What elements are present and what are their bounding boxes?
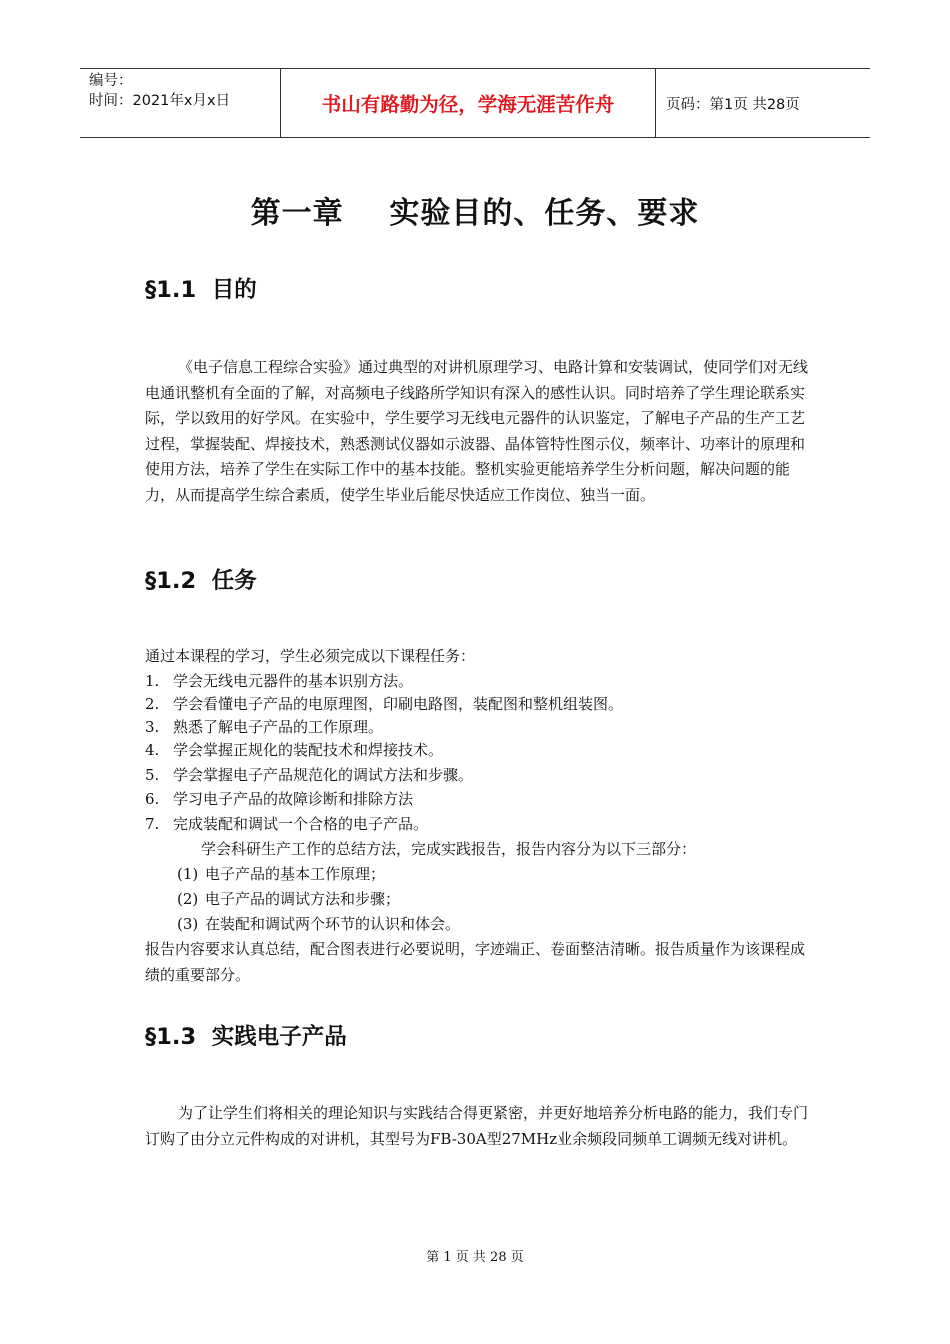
- section-heading-1-3: §1.3 实践电子产品: [145, 1024, 347, 1050]
- list-item: [177, 887, 400, 912]
- list-item: [145, 787, 413, 812]
- report-intro: 学会科研生产工作的总结方法，完成实践报告，报告内容分为以下三部分：: [201, 840, 697, 858]
- list-item-text: 学会无线电元器件的基本识别方法。: [173, 672, 414, 690]
- header-page-info: 页码：第1页 共28页: [666, 96, 800, 113]
- page-header: [80, 68, 870, 138]
- list-item: [145, 812, 428, 837]
- list-item-number: 4.: [145, 741, 160, 759]
- list-item-text: 完成装配和调试一个合格的电子产品。: [173, 815, 429, 833]
- header-time-label: 时间：2021年x月x日: [89, 93, 231, 109]
- task-intro: 通过本课程的学习，学生必须完成以下课程任务：: [145, 647, 476, 665]
- list-item-text: 学会看懂电子产品的电原理图，印刷电路图，装配图和整机组装图。: [173, 695, 624, 713]
- list-item-text: 在装配和调试两个环节的认识和体会。: [205, 915, 461, 933]
- list-item-text: 熟悉了解电子产品的工作原理。: [173, 718, 384, 736]
- chapter-title: 第一章 实验目的、任务、要求: [250, 196, 700, 231]
- section-1-1-paragraph: 《电子信息工程综合实验》通过典型的对讲机原理学习、电路计算和安装调试，使同学们对无线电通讯整机有全面的了解，对高频电子线路所学知识有深入的感性认识。同时培养了学生理论联系实际，学以致用的好学风。在实验中，学生要学习无线电元器件的认识鉴定，了解电子产品的生产工艺过程，掌握装配、焊接技术，熟悉测试仪器如示波器、晶体管特性图示仪，频率计、功率计的原理和使用方法，培养了学生在实际工作中的基本技能。整机实验更能培养学生分析问题，解决问题的能力，从而提高学生综合素质，使学生毕业后能尽快适应工作岗位、独当一面。: [145, 358, 809, 504]
- header-meta: [80, 69, 280, 137]
- list-item-number: 1.: [145, 672, 160, 690]
- page-footer: 第 1 页 共 28 页: [426, 1250, 524, 1265]
- list-item-text: 学会掌握电子产品规范化的调试方法和步骤。: [173, 766, 474, 784]
- list-item: [145, 692, 623, 717]
- header-number-label: 编号：: [89, 73, 133, 89]
- header-motto: 书山有路勤为径，学海无涯苦作舟: [280, 69, 656, 137]
- list-item: [145, 763, 473, 788]
- report-closing: 报告内容要求认真总结，配合图表进行必要说明，字迹端正、卷面整洁清晰。报告质量作为该课程成绩的重要部分。: [145, 940, 806, 984]
- section-heading-1-2: §1.2 任务: [145, 568, 257, 594]
- list-item-text: 学会掌握正规化的装配技术和焊接技术。: [173, 741, 444, 759]
- list-item: [145, 669, 413, 694]
- list-item-number: (2): [177, 890, 199, 908]
- section-heading-1-1: §1.1 目的: [145, 277, 257, 303]
- list-item: [177, 862, 385, 887]
- list-item: [145, 715, 383, 740]
- list-item-number: 2.: [145, 695, 160, 713]
- list-item-text: 电子产品的调试方法和步骤；: [205, 890, 401, 908]
- list-item: [177, 912, 460, 937]
- list-item-number: 6.: [145, 790, 160, 808]
- list-item-number: 5.: [145, 766, 160, 784]
- list-item-number: 7.: [145, 815, 160, 833]
- list-item-text: 电子产品的基本工作原理；: [205, 865, 386, 883]
- list-item-number: 3.: [145, 718, 160, 736]
- section-1-3-paragraph: 为了让学生们将相关的理论知识与实践结合得更紧密，并更好地培养分析电路的能力，我们专门订购了由分立元件构成的对讲机，其型号为FB-30A型27MHz业余频段同频单工调频无线对讲机。: [145, 1104, 809, 1148]
- list-item: [145, 738, 443, 763]
- list-item-number: (3): [177, 915, 199, 933]
- list-item-text: 学习电子产品的故障诊断和排除方法: [173, 790, 414, 808]
- list-item-number: (1): [177, 865, 199, 883]
